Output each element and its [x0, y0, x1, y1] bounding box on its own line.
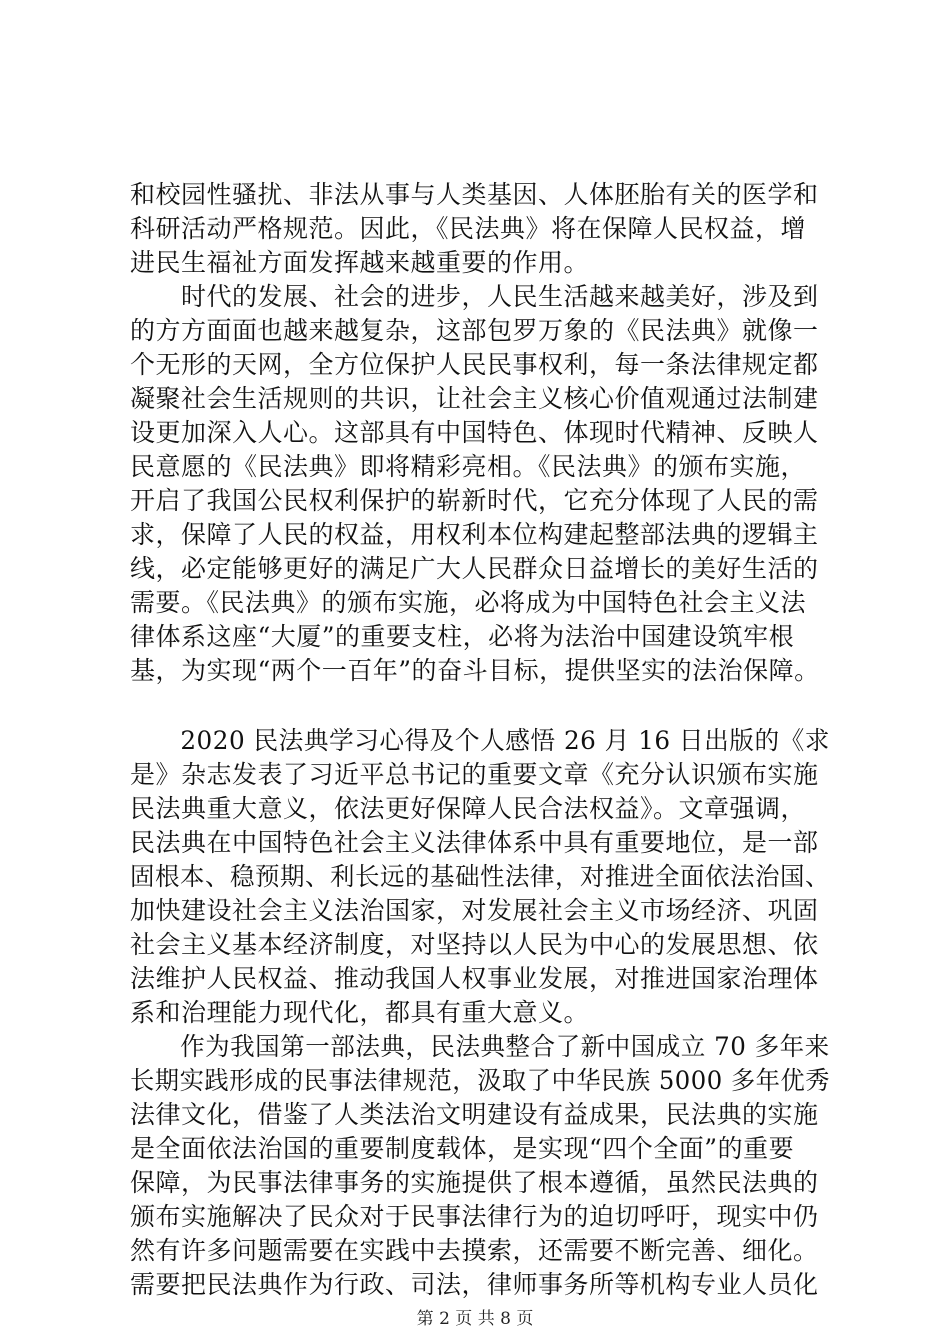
body-line-31: 然有许多问题需要在实践中去摸索，还需要不断完善、细化。 [130, 1236, 819, 1265]
body-line-17: 是》杂志发表了习近平总书记的重要文章《充分认识颁布实施 [130, 760, 819, 789]
body-line-5: 的方方面面也越来越复杂，这部包罗万象的《民法典》就像一 [130, 316, 819, 345]
body-line-8: 设更加深入人心。这部具有中国特色、体现时代精神、反映人 [130, 418, 819, 447]
page-number-footer: 第 2 页 共 8 页 [416, 1309, 534, 1329]
body-line-21: 加快建设社会主义法治国家，对发展社会主义市场经济、巩固 [130, 896, 819, 925]
body-line-23: 法维护人民权益、推动我国人权事业发展，对推进国家治理体 [130, 964, 819, 993]
body-line-6: 个无形的天网，全方位保护人民民事权利，每一条法律规定都 [130, 350, 819, 379]
body-line-3: 进民生福祉方面发挥越来越重要的作用。 [130, 248, 590, 277]
body-line-25: 作为我国第一部法典，民法典整合了新中国成立 70 多年来 [130, 1032, 830, 1061]
body-line-1: 和校园性骚扰、非法从事与人类基因、人体胚胎有关的医学和 [130, 180, 819, 209]
body-line-7: 凝聚社会生活规则的共识，让社会主义核心价值观通过法制建 [130, 384, 819, 413]
body-line-12: 线，必定能够更好的满足广大人民群众日益增长的美好生活的 [130, 554, 819, 583]
body-line-2: 科研活动严格规范。因此，《民法典》将在保障人民权益，增 [130, 214, 807, 243]
body-line-19: 民法典在中国特色社会主义法律体系中具有重要地位，是一部 [130, 828, 819, 857]
body-line-15: 基，为实现“两个一百年”的奋斗目标，提供坚实的法治保障。 [130, 656, 820, 685]
body-line-20: 固根本、稳预期、利长远的基础性法律，对推进全面依法治国、 [130, 862, 831, 891]
body-line-11: 求，保障了人民的权益，用权利本位构建起整部法典的逻辑主 [130, 520, 819, 549]
body-line-13: 需要。《民法典》的颁布实施，必将成为中国特色社会主义法 [130, 588, 807, 617]
body-line-30: 颁布实施解决了民众对于民事法律行为的迫切呼吁，现实中仍 [130, 1202, 819, 1231]
body-line-26: 长期实践形成的民事法律规范，汲取了中华民族 5000 多年优秀 [130, 1066, 831, 1095]
body-line-22: 社会主义基本经济制度，对坚持以人民为中心的发展思想、依 [130, 930, 819, 959]
body-line-28: 是全面依法治国的重要制度载体，是实现“四个全面”的重要 [130, 1134, 795, 1163]
body-line-29: 保障，为民事法律事务的实施提供了根本遵循，虽然民法典的 [130, 1168, 819, 1197]
body-line-16: 2020 民法典学习心得及个人感悟 26 月 16 日出版的《求 [130, 726, 830, 755]
body-line-24: 系和治理能力现代化，都具有重大意义。 [130, 998, 590, 1027]
body-line-9: 民意愿的《民法典》即将精彩亮相。《民法典》的颁布实施， [130, 452, 807, 481]
body-line-4: 时代的发展、社会的进步，人民生活越来越美好，涉及到 [130, 282, 819, 311]
body-line-14: 律体系这座“大厦”的重要支柱，必将为法治中国建设筑牢根 [130, 622, 795, 651]
body-line-10: 开启了我国公民权利保护的崭新时代，它充分体现了人民的需 [130, 486, 819, 515]
body-line-18: 民法典重大意义，依法更好保障人民合法权益》。文章强调， [130, 794, 807, 823]
body-line-27: 法律文化，借鉴了人类法治文明建设有益成果，民法典的实施 [130, 1100, 819, 1129]
body-line-32: 需要把民法典作为行政、司法，律师事务所等机构专业人员化 [130, 1270, 819, 1299]
